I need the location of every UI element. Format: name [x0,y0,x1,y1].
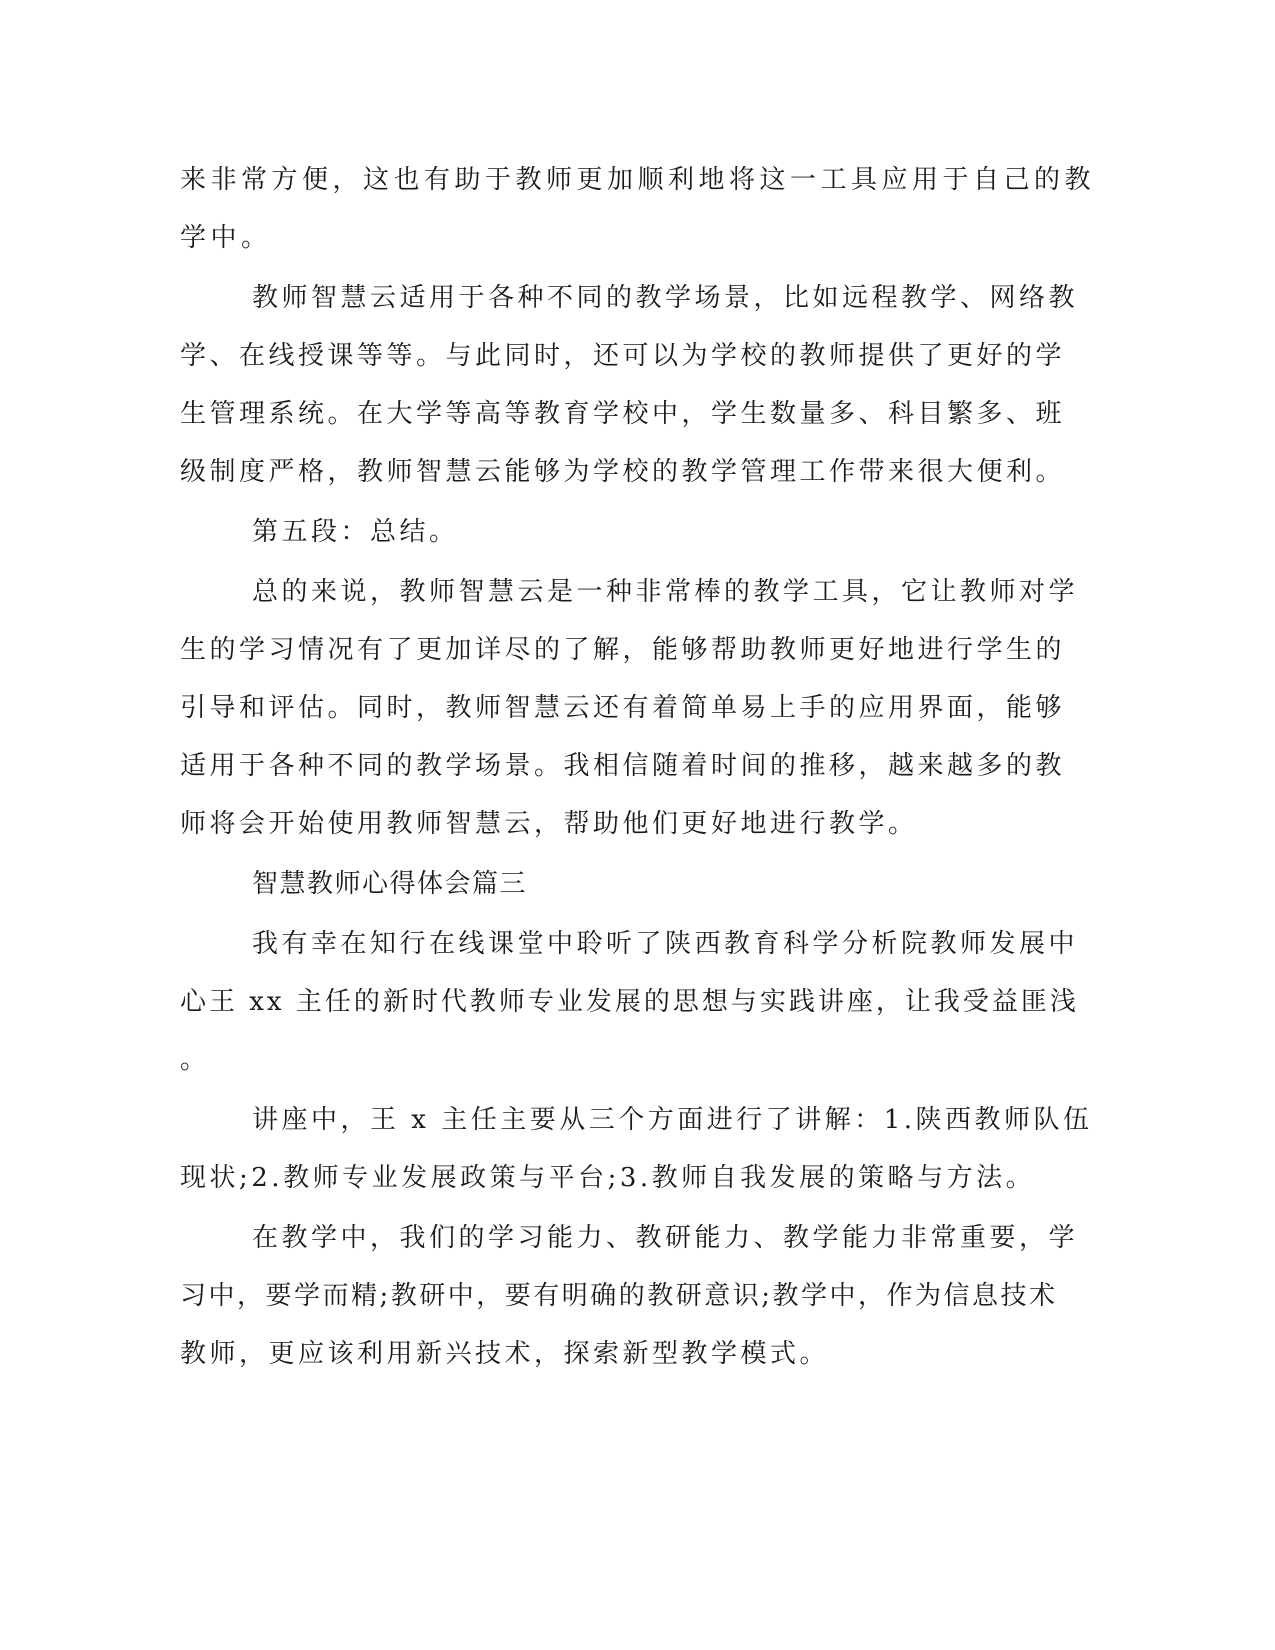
section-heading-3: 智慧教师心得体会篇三 [252,869,528,899]
text-line-16: 。 [180,1045,207,1075]
text-line-10: 引导和评估。同时，教师智慧云还有着简单易上手的应用界面，能够 [180,693,1066,723]
text-line-1: 来非常方便，这也有助于教师更加顺利地将这一工具应用于自己的教 [180,165,1096,195]
text-line-6: 级制度严格，教师智慧云能够为学校的教学管理工作带来很大便利。 [180,457,1066,487]
text-line-19: 在教学中，我们的学习能力、教研能力、教学能力非常重要，学 [252,1223,1079,1253]
text-line-14: 我有幸在知行在线课堂中聆听了陕西教育科学分析院教师发展中 [252,929,1079,959]
text-line-18: 现状;2.教师专业发展政策与平台;3.教师自我发展的策略与方法。 [180,1163,1036,1193]
text-line-3: 教师智慧云适用于各种不同的教学场景，比如远程教学、网络教 [252,283,1079,313]
text-line-20: 习中，要学而精;教研中，要有明确的教研意识;教学中，作为信息技术 [180,1281,1058,1311]
text-line-12: 师将会开始使用教师智慧云，帮助他们更好地进行教学。 [180,809,918,839]
text-line-9: 生的学习情况有了更加详尽的了解，能够帮助教师更好地进行学生的 [180,635,1066,665]
section-heading-5: 第五段：总结。 [252,517,459,547]
text-line-5: 生管理系统。在大学等高等教育学校中，学生数量多、科目繁多、班 [180,399,1066,429]
text-line-2: 学中。 [180,223,272,253]
text-line-4: 学、在线授课等等。与此同时，还可以为学校的教师提供了更好的学 [180,341,1066,371]
text-line-17: 讲座中，王 x 主任主要从三个方面进行了讲解：1.陕西教师队伍 [252,1105,1093,1135]
text-line-8: 总的来说，教师智慧云是一种非常棒的教学工具，它让教师对学 [252,577,1079,607]
text-line-11: 适用于各种不同的教学场景。我相信随着时间的推移，越来越多的教 [180,751,1066,781]
text-line-21: 教师，更应该利用新兴技术，探索新型教学模式。 [180,1339,830,1369]
text-line-15: 心王 xx 主任的新时代教师专业发展的思想与实践讲座，让我受益匪浅 [180,987,1079,1017]
